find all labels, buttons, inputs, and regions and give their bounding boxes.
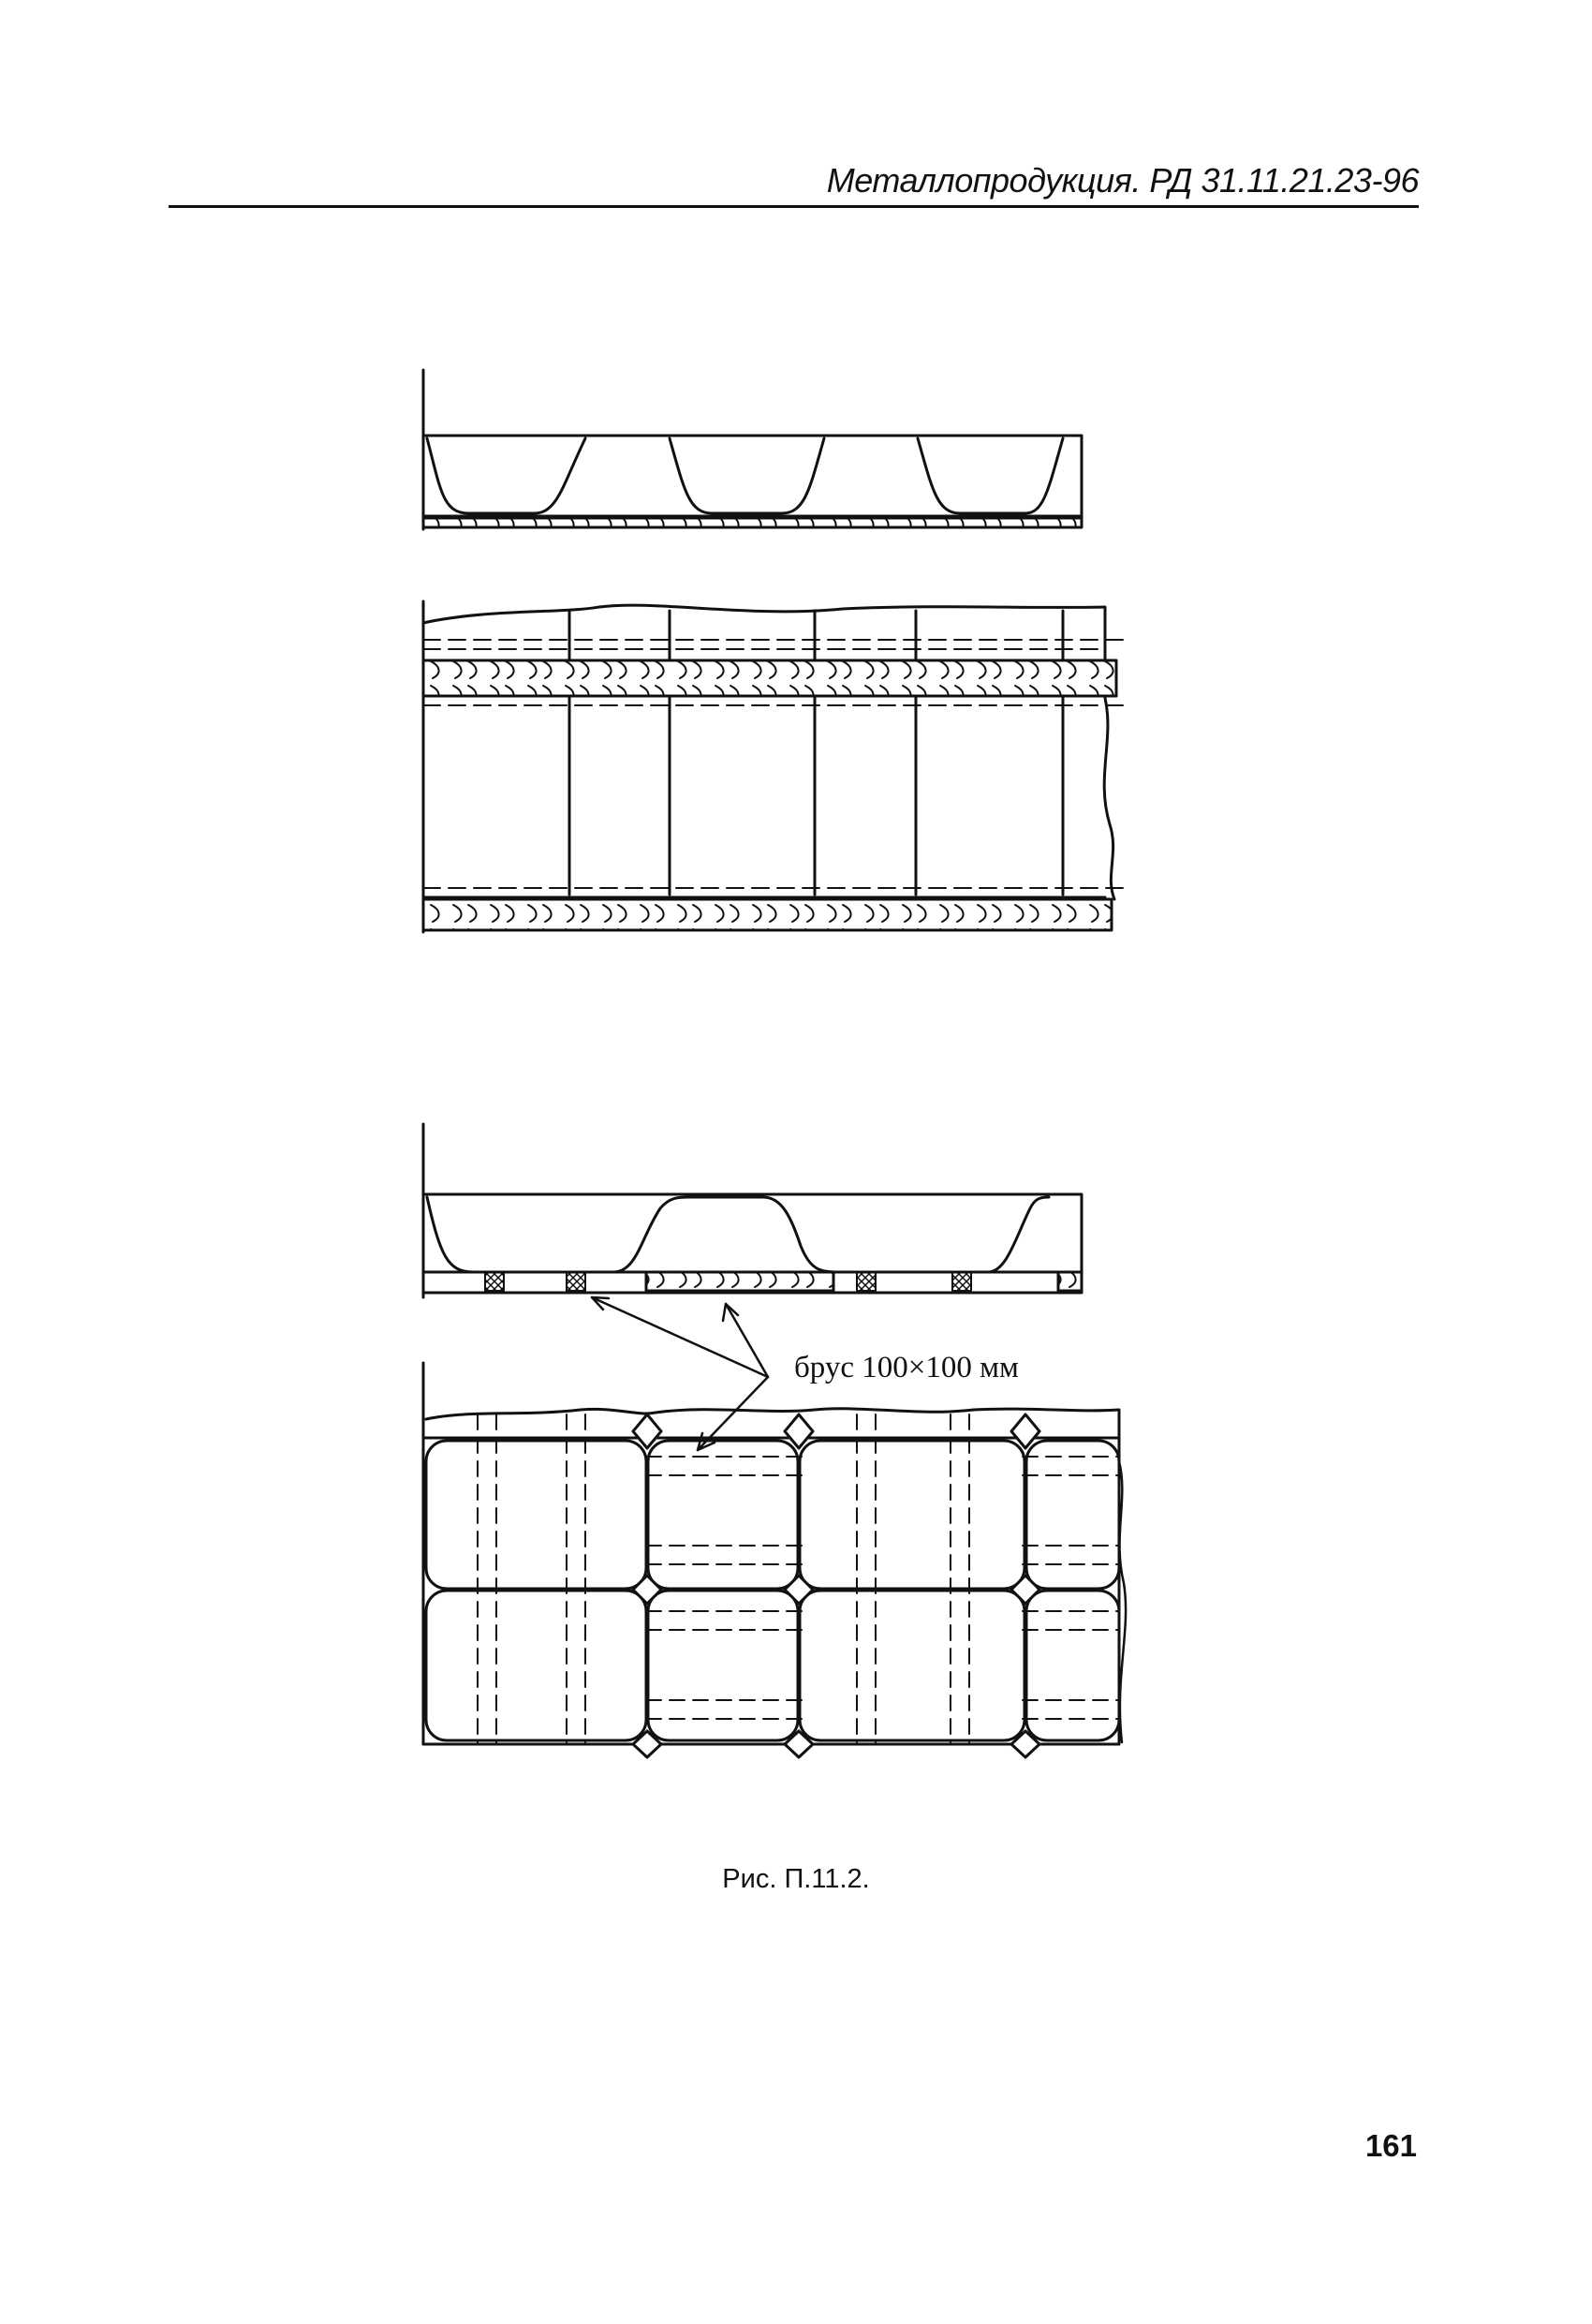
- leader-arrows: [592, 1297, 768, 1450]
- side-view-bottom: [423, 1124, 1082, 1297]
- plan-view-bottom: [423, 1363, 1126, 1757]
- side-view-top: [423, 370, 1082, 529]
- plan-view-top: [423, 601, 1124, 932]
- running-header: Металлопродукция. РД 31.11.21.23-96: [826, 161, 1419, 200]
- page-number: 161: [1364, 2128, 1417, 2163]
- beam-label: брус 100×100 мм: [794, 1351, 1019, 1384]
- figure-caption: Рис. П.11.2.: [722, 1864, 870, 1894]
